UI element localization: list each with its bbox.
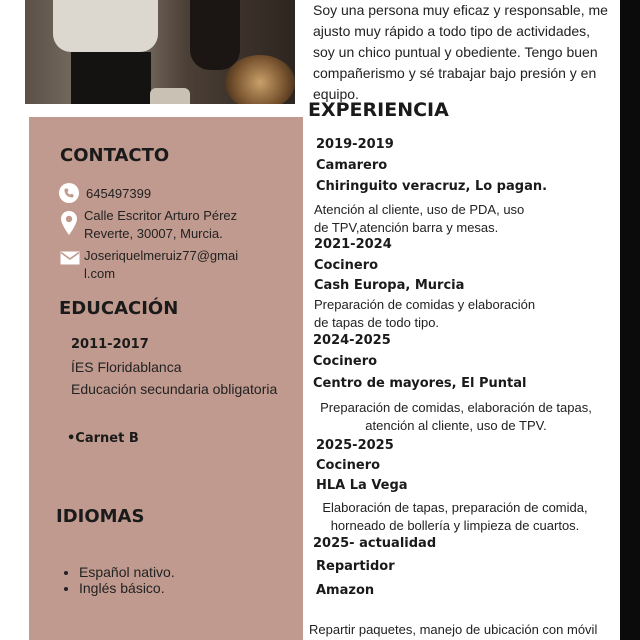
job-description: Preparación de comidas y elaboración de tapas de todo tipo. xyxy=(314,297,536,330)
job-company: Cash Europa, Murcia xyxy=(314,278,465,293)
contact-phone: 645497399 xyxy=(86,186,152,201)
languages-list xyxy=(60,564,175,596)
photo-gong xyxy=(225,55,295,104)
phone-icon xyxy=(59,183,79,203)
job-description: Preparación de comidas, elaboración de tapas, atención al cliente, uso de TPV. xyxy=(320,400,592,433)
driving-license: •Carnet B xyxy=(67,431,139,446)
contact-address: Calle Escritor Arturo Pérez Reverte, 30007, Murcia. xyxy=(84,208,238,241)
contact-email: Joseriquelmeruiz77@gmail.com xyxy=(84,248,239,281)
job-description: Elaboración de tapas, preparación de comida, horneado de bollería y limpieza de cuartos. xyxy=(322,500,588,533)
job-company: Chiringuito veracruz, Lo pagan. xyxy=(316,179,548,194)
profile-photo xyxy=(25,0,295,104)
job-company: Amazon xyxy=(316,583,375,598)
education-period: 2011-2017 xyxy=(71,337,149,352)
photo-pants xyxy=(71,52,151,104)
job-company: HLA La Vega xyxy=(316,478,408,493)
photo-shirt xyxy=(53,0,158,52)
job-period: 2019-2019 xyxy=(316,137,394,152)
job-company: Centro de mayores, El Puntal xyxy=(313,376,527,391)
experience-heading: EXPERIENCIA xyxy=(308,99,449,121)
job-role: Cocinero xyxy=(316,458,381,473)
job-period: 2025-2025 xyxy=(316,438,394,453)
languages-heading: IDIOMAS xyxy=(56,506,145,527)
location-pin-icon xyxy=(60,210,78,236)
job-description: Atención al cliente, uso de PDA, uso de TPV,atención barra y mesas. xyxy=(314,202,525,235)
job-role: Repartidor xyxy=(316,559,395,574)
education-school: ÍES Floridablanca xyxy=(71,359,182,375)
job-role: Camarero xyxy=(316,158,388,173)
contact-heading: CONTACTO xyxy=(60,145,170,166)
about-text: Soy una persona muy eficaz y responsable, me ajusto muy rápido a todo tipo de actividades, soy un chico puntual y obediente. Tengo buen compañerismo y sé trabajar bajo presión y en equipo. xyxy=(313,2,608,102)
job-description: Repartir paquetes, manejo de ubicación con móvil xyxy=(309,622,598,637)
job-period: 2024-2025 xyxy=(313,333,391,348)
language-item: • Inglés básico. xyxy=(79,580,175,596)
job-role: Cocinero xyxy=(313,354,378,369)
education-heading: EDUCACIÓN xyxy=(59,298,179,319)
photo-lamp xyxy=(150,88,190,104)
photo-mirror xyxy=(190,0,240,70)
job-period: 2025- actualidad xyxy=(313,536,437,551)
education-degree: Educación secundaria obligatoria xyxy=(71,381,278,397)
mail-icon xyxy=(60,250,80,264)
job-role: Cocinero xyxy=(314,258,379,273)
language-item: • Español nativo. xyxy=(79,564,175,580)
job-period: 2021-2024 xyxy=(314,237,392,252)
